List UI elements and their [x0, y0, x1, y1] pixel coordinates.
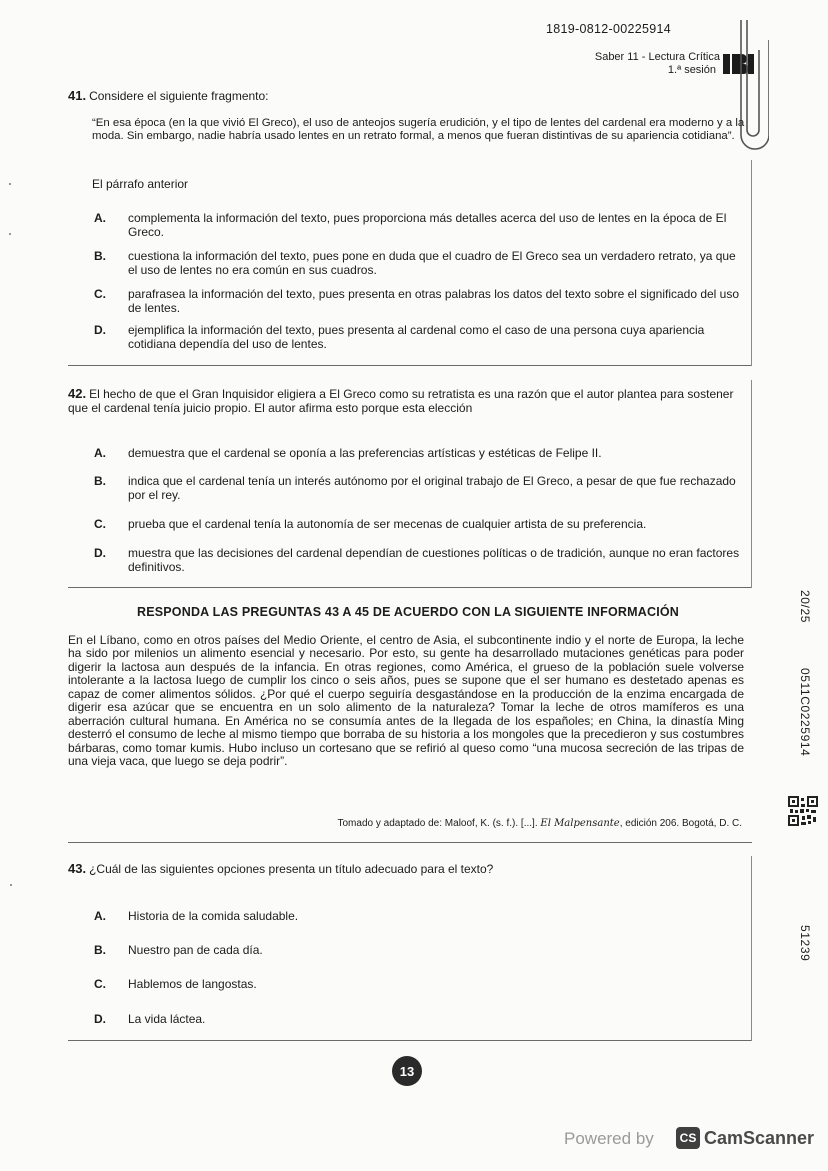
- camscanner-name: CamScanner: [704, 1128, 815, 1148]
- option-41-a[interactable]: [94, 211, 744, 239]
- question-number: 43.: [68, 861, 87, 876]
- option-letter: A.: [94, 211, 106, 225]
- page-count-vertical: 20/25: [798, 590, 812, 624]
- option-text: muestra que las decisiones del cardenal dependían de cuestiones políticas o de tradición, aunque no eran factores definitivos.: [128, 546, 740, 575]
- question-41-prompt: [68, 88, 748, 103]
- divider: [68, 1040, 752, 1041]
- scan-speck: [9, 233, 11, 235]
- option-42-a[interactable]: [94, 446, 744, 460]
- option-text: La vida láctea.: [128, 1012, 206, 1026]
- scan-speck: [10, 884, 12, 886]
- question-number: 41.: [68, 88, 87, 103]
- option-text: indica que el cardenal tenía un interés autónomo por el original trabajo de El Greco, a pesar de que fue rechazado por el rey.: [128, 474, 736, 503]
- qr-code-icon: [788, 796, 818, 826]
- camscanner-logo-icon: CS: [676, 1127, 700, 1149]
- divider: [68, 842, 752, 843]
- section-title: RESPONDA LAS PREGUNTAS 43 A 45 DE ACUERDO CON LA SIGUIENTE INFORMACIÓN: [136, 605, 680, 619]
- option-41-b[interactable]: [94, 249, 744, 277]
- option-43-d[interactable]: [94, 1012, 744, 1026]
- box-border: [751, 380, 752, 588]
- reading-passage: En el Líbano, como en otros países del Medio Oriente, el centro de Asia, el subcontinente indio y el norte de Europa, la leche ha sido por milenios un alimento esencial y necesario. Por esto, su gente ha desarrollado mutaciones genéticas para poder digerir la lactosa aun después de la infancia. En otras regiones, como América, el grueso de la población suele volverse intolerante a la lactosa luego de cumplir los cinco o seis años, pues se supone que el ser humano es destetado apenas es capaz de comer alimentos sólidos. ¿Por qué el cuerpo seguiría desgastándose en la producción de la enzima encargada de digerir esa azúcar que se encuentra en un solo alimento de la naturaleza? Tomar la leche de otros mamíferos es una aberración cultural humana. En América no se consumía antes de la llegada de los españoles; en China, la dinastía Ming desterró el consumo de leche al mismo tiempo que borraba de su historia a los mongoles que la precedieron y sus costumbres bárbaras, como tomar kumis. Hubo incluso un cortesano que se refirió al queso como “una mucosa secreción de las tripas de una vieja vaca, que luego se deja podrir”.: [68, 633, 744, 768]
- option-41-d[interactable]: [94, 323, 744, 351]
- option-42-c[interactable]: [94, 517, 744, 531]
- option-letter: B.: [94, 249, 106, 263]
- source-publication: El Malpensante: [540, 818, 620, 829]
- option-text: demuestra que el cardenal se oponía a las preferencias artísticas y estéticas de Felipe II.: [128, 446, 602, 460]
- option-letter: A.: [94, 446, 106, 460]
- option-text: Historia de la comida saludable.: [128, 909, 299, 923]
- passage-source: [338, 818, 743, 829]
- source-prefix: Tomado y adaptado de: Maloof, K. (s. f.). [...].: [337, 818, 538, 829]
- question-41-lead: El párrafo anterior: [92, 177, 189, 191]
- option-letter: B.: [94, 943, 106, 957]
- option-43-c[interactable]: [94, 977, 744, 991]
- option-text: prueba que el cardenal tenía la autonomía de ser mecenas de cualquier artista de su preferencia.: [128, 517, 647, 531]
- option-43-b[interactable]: [94, 943, 744, 957]
- option-42-b[interactable]: [94, 474, 744, 502]
- scan-speck: [9, 183, 11, 185]
- divider: [68, 365, 752, 366]
- option-42-d[interactable]: [94, 546, 744, 574]
- option-letter: B.: [94, 474, 106, 488]
- option-text: Nuestro pan de cada día.: [128, 943, 263, 957]
- divider: [68, 587, 752, 588]
- question-number: 42.: [68, 386, 87, 401]
- document-id: 1819-0812-00225914: [546, 22, 671, 36]
- option-letter: D.: [94, 323, 106, 337]
- option-text: complementa la información del texto, pues proporciona más detalles acerca del uso de lentes en la época de El Greco.: [128, 211, 727, 240]
- question-43-prompt: [68, 861, 748, 876]
- question-text: El hecho de que el Gran Inquisidor eligiera a El Greco como su retratista es una razón que el autor plantea para sostener que el cardenal tenía juicio propio. El autor afirma esto porque esta elección: [68, 387, 734, 416]
- session-label: 1.ª sesión: [667, 64, 716, 76]
- option-letter: C.: [94, 287, 106, 301]
- source-suffix: , edición 206. Bogotá, D. C.: [619, 818, 742, 829]
- option-text: cuestiona la información del texto, pues pone en duda que el cuadro de El Greco sea un verdadero retrato, ya que el uso de lentes no era común en sus cuadros.: [128, 249, 736, 278]
- option-letter: C.: [94, 517, 106, 531]
- option-43-a[interactable]: [94, 909, 744, 923]
- option-letter: D.: [94, 1012, 106, 1026]
- option-text: Hablemos de langostas.: [128, 977, 257, 991]
- option-41-c[interactable]: [94, 287, 744, 315]
- option-letter: A.: [94, 909, 106, 923]
- box-border: [751, 160, 752, 366]
- question-42-prompt: [68, 386, 748, 415]
- box-border: [751, 856, 752, 1041]
- option-text: parafrasea la información del texto, pues presenta en otras palabras los datos del texto sobre el significado del uso de lentes.: [128, 287, 740, 316]
- question-41-quote: “En esa época (en la que vivió El Greco), el uso de anteojos sugería erudición, y el tipo de lentes del cardenal era moderno y a la moda. Sin embargo, nadie habría usado lentes en un retrato formal, a menos que fueran distintivas de su apariencia cotidiana”.: [92, 117, 745, 143]
- powered-by-label: Powered by: [564, 1129, 654, 1148]
- booklet-code-vertical: 0511C0225914: [798, 668, 812, 757]
- option-text: ejemplifica la información del texto, pues presenta al cardenal como el caso de una persona cuya apariencia cotidiana dependía del uso de lentes.: [128, 323, 705, 352]
- question-text: Considere el siguiente fragmento:: [89, 89, 269, 103]
- option-letter: D.: [94, 546, 106, 560]
- option-letter: C.: [94, 977, 106, 991]
- exam-title: Saber 11 - Lectura Crítica: [594, 51, 720, 63]
- form-number-vertical: 51239: [798, 925, 812, 962]
- page-number-badge: 13: [392, 1056, 422, 1086]
- question-text: ¿Cuál de las siguientes opciones presenta un título adecuado para el texto?: [89, 862, 494, 876]
